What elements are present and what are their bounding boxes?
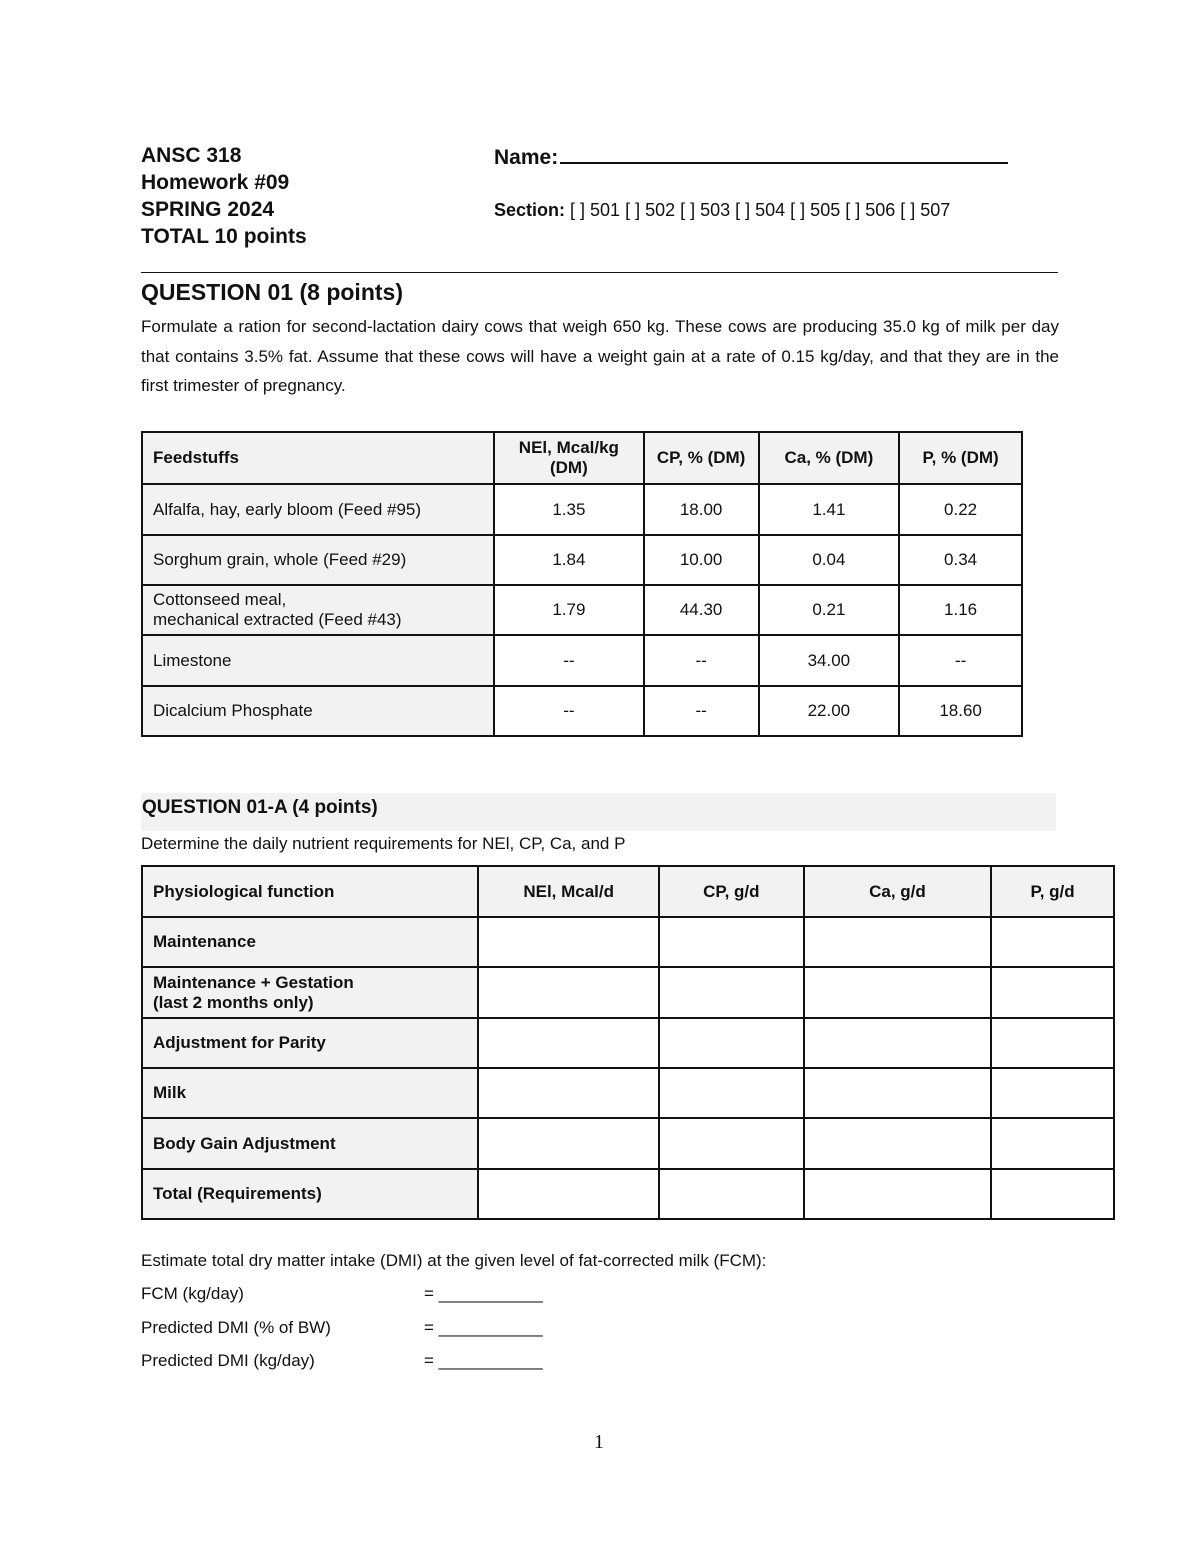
col-header-function: Physiological function [142,866,478,917]
feed-nel: 1.79 [494,585,644,635]
answer-cell[interactable] [659,917,804,967]
header-left [141,142,307,250]
feed-p: -- [899,635,1022,686]
feed-ca: 1.41 [759,484,900,535]
answer-cell[interactable] [804,1118,992,1169]
col-header-p: P, g/d [991,866,1114,917]
feed-p: 0.34 [899,535,1022,585]
feed-cp: 18.00 [644,484,759,535]
feed-p: 1.16 [899,585,1022,635]
answer-cell[interactable] [804,1068,992,1118]
table-row [142,686,1022,736]
term: SPRING 2024 [141,198,275,221]
table-header-row [142,866,1114,917]
answer-cell[interactable] [659,1118,804,1169]
dmi-label-kg-day: Predicted DMI (kg/day) [141,1351,315,1370]
feed-name: Limestone [142,635,494,686]
table-row [142,484,1022,535]
col-header-p: P, % (DM) [899,432,1022,484]
question-01-title: QUESTION 01 (8 points) [141,279,403,305]
name-label: Name: [494,146,559,169]
col-header-ca: Ca, % (DM) [759,432,900,484]
answer-cell[interactable] [804,967,992,1018]
table-header-row [142,432,1022,484]
answer-cell[interactable] [991,1118,1114,1169]
answer-cell[interactable] [991,1068,1114,1118]
dmi-intro: Estimate total dry matter intake (DMI) at the given level of fat-corrected milk (FCM): [141,1251,767,1270]
function-label: Total (Requirements) [142,1169,478,1219]
total-points: TOTAL 10 points [141,225,307,248]
table-row [142,1169,1114,1219]
answer-cell[interactable] [659,1018,804,1068]
function-label-line1: Maintenance + Gestation [153,972,354,992]
col-header-cp: CP, g/d [659,866,804,917]
feed-ca: 0.21 [759,585,900,635]
answer-cell[interactable] [804,917,992,967]
col-header-feedstuffs: Feedstuffs [142,432,494,484]
answer-cell[interactable] [659,1068,804,1118]
table-row [142,1118,1114,1169]
col-header-nel: NEl, Mcal/kg (DM) [494,432,644,484]
function-label: Maintenance [142,917,478,967]
question-01a-prompt: Determine the daily nutrient requirements for NEl, CP, Ca, and P [141,834,626,853]
table-row [142,635,1022,686]
table-row [142,967,1114,1018]
feed-name: Sorghum grain, whole (Feed #29) [142,535,494,585]
feed-nel: -- [494,686,644,736]
name-input-line[interactable] [560,142,1008,164]
answer-cell[interactable] [991,967,1114,1018]
name-row [494,142,1008,171]
answer-cell[interactable] [804,1169,992,1219]
page-number: 1 [594,1431,604,1453]
function-label-line2: (last 2 months only) [153,992,314,1012]
course-code: ANSC 318 [141,144,242,167]
feed-name: Dicalcium Phosphate [142,686,494,736]
answer-cell[interactable] [659,1169,804,1219]
feed-cp: 44.30 [644,585,759,635]
function-label: Milk [142,1068,478,1118]
feed-name-line2: mechanical extracted (Feed #43) [153,610,402,629]
answer-cell[interactable] [804,1018,992,1068]
section-label: Section: [494,200,566,220]
table-row [142,535,1022,585]
question-01-prompt: Formulate a ration for second-lactation dairy cows that weigh 650 kg. These cows are producing 35.0 kg of milk per day that contains 3.5% fat. Assume that these cows will have a weight gain at a rate of 0.15 kg/day, and that they are in the first trimester of pregnancy. [141,317,1059,395]
feed-name [142,585,494,635]
section-options[interactable]: [ ] 501 [ ] 502 [ ] 503 [ ] 504 [ ] 505 [ ] 506 [ ] 507 [570,200,951,220]
question-01a-title: QUESTION 01-A (4 points) [141,793,1056,831]
feed-ca: 0.04 [759,535,900,585]
answer-cell[interactable] [478,1068,659,1118]
requirements-table [141,865,1115,1220]
feed-ca: 34.00 [759,635,900,686]
dmi-label-fcm: FCM (kg/day) [141,1284,244,1303]
function-label: Adjustment for Parity [142,1018,478,1068]
answer-cell[interactable] [478,1118,659,1169]
feed-nel: 1.84 [494,535,644,585]
table-row [142,917,1114,967]
answer-cell[interactable] [478,1018,659,1068]
table-row [142,1018,1114,1068]
dmi-blank-kg-day[interactable]: = ___________ [424,1351,543,1370]
col-header-cp: CP, % (DM) [644,432,759,484]
col-header-ca: Ca, g/d [804,866,992,917]
feed-ca: 22.00 [759,686,900,736]
feed-p: 0.22 [899,484,1022,535]
function-label [142,967,478,1018]
answer-cell[interactable] [991,1018,1114,1068]
feed-name: Alfalfa, hay, early bloom (Feed #95) [142,484,494,535]
col-header-nel: NEl, Mcal/d [478,866,659,917]
answer-cell[interactable] [478,917,659,967]
feed-cp: 10.00 [644,535,759,585]
header-divider [141,272,1058,273]
answer-cell[interactable] [478,967,659,1018]
table-row [142,585,1022,635]
answer-cell[interactable] [659,967,804,1018]
feed-p: 18.60 [899,686,1022,736]
function-label: Body Gain Adjustment [142,1118,478,1169]
dmi-blank-fcm[interactable]: = ___________ [424,1284,543,1303]
feed-cp: -- [644,686,759,736]
feed-nel: 1.35 [494,484,644,535]
dmi-label-pct-bw: Predicted DMI (% of BW) [141,1318,331,1337]
feedstuffs-table [141,431,1023,737]
table-row [142,1068,1114,1118]
dmi-blank-pct-bw[interactable]: = ___________ [424,1318,543,1337]
homework-number: Homework #09 [141,171,290,194]
feed-name-line1: Cottonseed meal, [153,590,287,609]
feed-nel: -- [494,635,644,686]
answer-cell[interactable] [478,1169,659,1219]
answer-cell[interactable] [991,1169,1114,1219]
feed-cp: -- [644,635,759,686]
section-row [494,200,950,221]
answer-cell[interactable] [991,917,1114,967]
